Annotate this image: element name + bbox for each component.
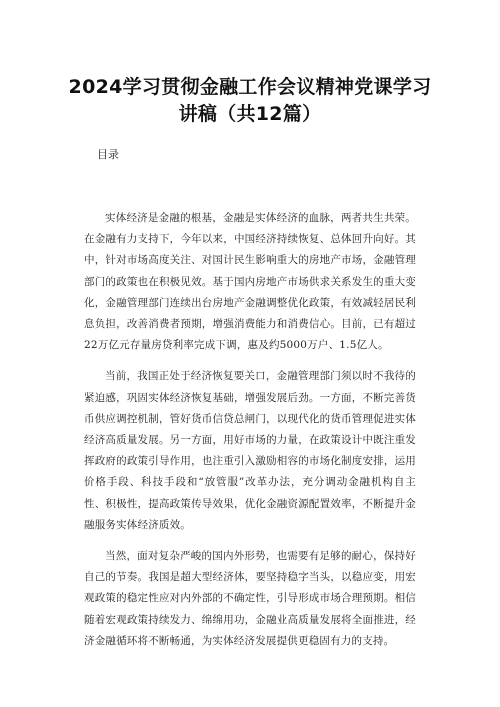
body-paragraph: 当前，我国正处于经济恢复要关口，金融管理部门须以时不我待的紧迫感，巩固实体经济恢复基础，增强发展后劲。一方面，不断完善货币供应调控机制，管好货币信贷总闸门，以现代化的货币管理促进实体经济高质量发展。另一方面，用好市场的力量，在政策设计中既注重发挥政府的政策引导作用，也注重引入激励相容的市场化制度安排，运用价格手段、科技手段和“放管服”改革办法，充分调动金融机构自主性、积极性，提高政策传导效果，优化金融资源配置效率，不断提升金融服务实体经济质效。 <box>84 370 416 531</box>
document-body <box>84 208 416 662</box>
body-paragraph: 实体经济是金融的根基，金融是实体经济的血脉，两者共生共荣。在金融有力支持下，今年以来，中国经济持续恢复、总体回升向好。其中，针对市场高度关注、对国计民生影响重大的房地产市场，金融管理部门的政策也在积极见效。基于国内房地产市场供求关系发生的重大变化，金融管理部门连续出台房地产金融调整优化政策，有效减轻居民利息负担，改善消费者预期，增强消费能力和消费信心。目前，已有超过22万亿元存量房贷利率完成下调，惠及约5000万户、1.5亿人。 <box>84 212 416 352</box>
document-title: 2024学习贯彻金融工作会议精神党课学习讲稿（共12篇） <box>68 76 432 125</box>
body-paragraph: 当然，面对复杂严峻的国内外形势，也需要有足够的耐心，保持好自己的节奏。我国是超大型经济体，要坚持稳字当头，以稳应变，用宏观政策的稳定性应对内外部的不确定性，引导形成市场合理预期。相信随着宏观政策持续发力、绵绵用功，金融业高质量发展将全面推进，经济金融循环将不断畅通，为实体经济发展提供更稳固有力的支持。 <box>84 550 416 647</box>
toc-label: 目录 <box>97 148 119 161</box>
